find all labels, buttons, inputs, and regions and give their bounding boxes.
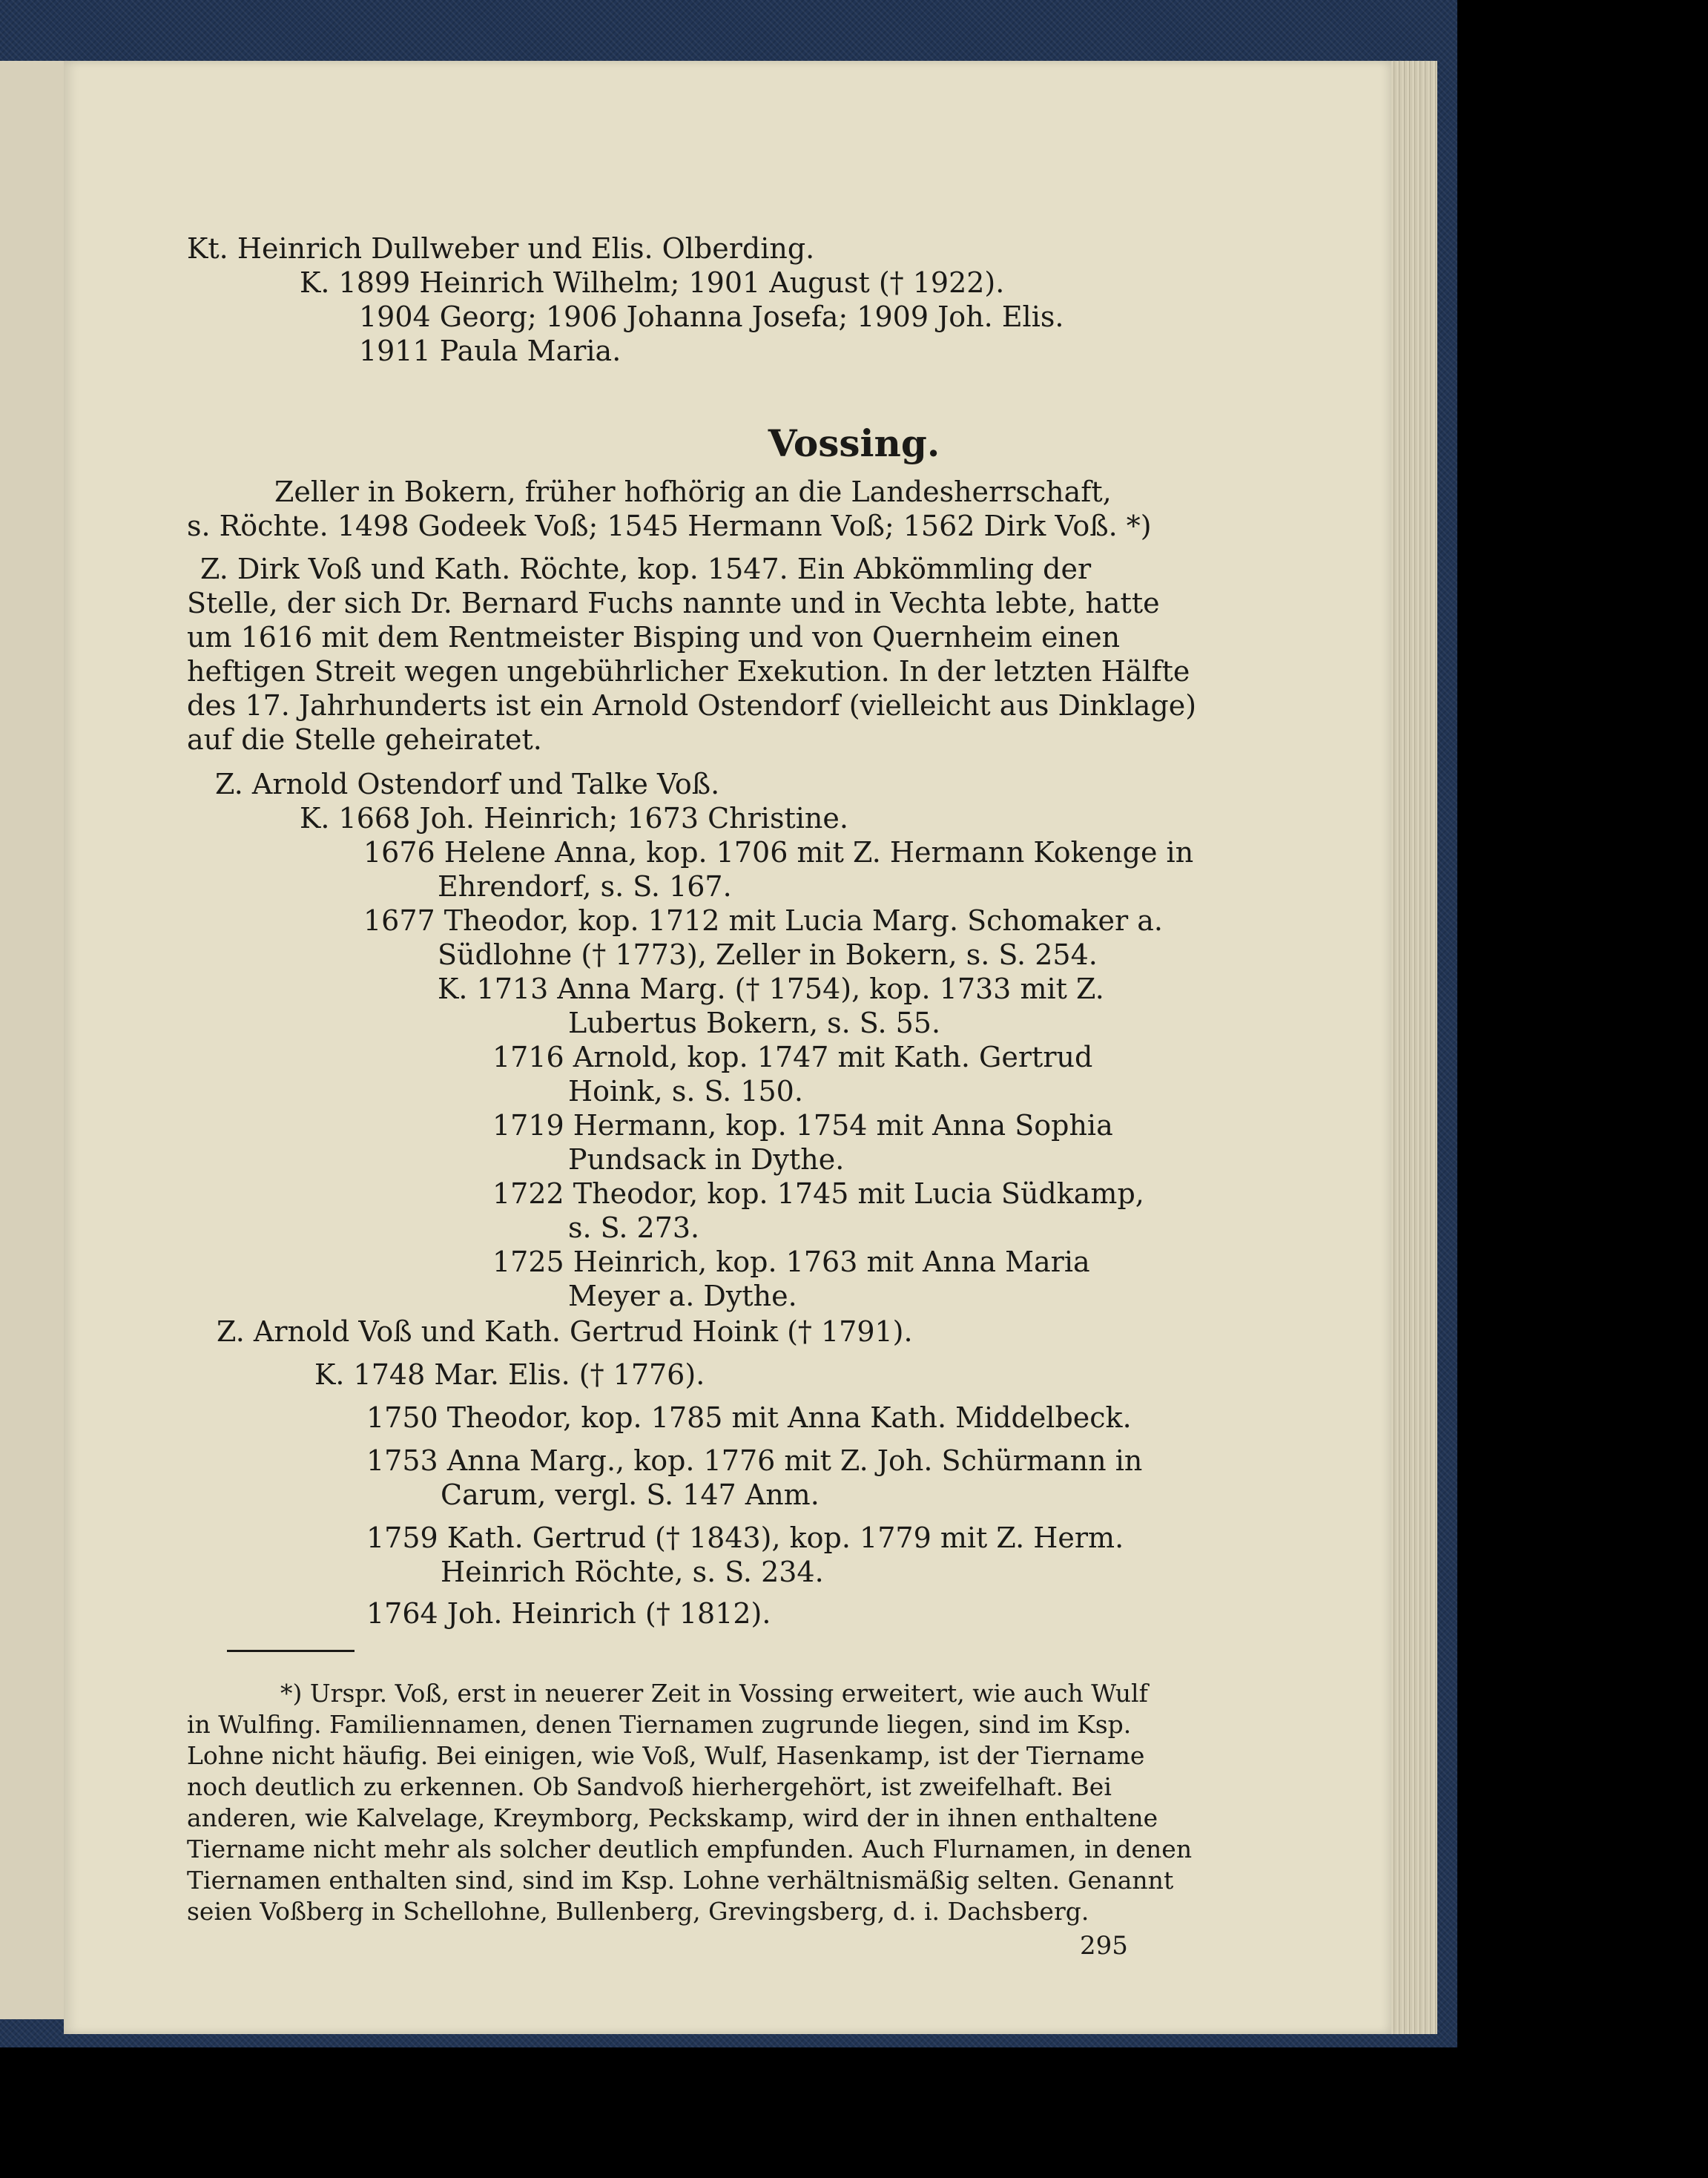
- gen1-line-9: 1716 Arnold, kop. 1747 mit Kath. Gertrud: [492, 1041, 1093, 1073]
- history-line-4: heftigen Streit wegen ungebührlicher Exekution. In der letzten Hälfte: [187, 655, 1190, 688]
- gen1-line-10: Hoink, s. S. 150.: [568, 1075, 803, 1108]
- gen2-line-1: Z. Arnold Voß und Kath. Gertrud Hoink († 1791).: [217, 1315, 913, 1348]
- previous-page-edge: [0, 61, 65, 2019]
- gen2-line-6: 1759 Kath. Gertrud († 1843), kop. 1779 mit Z. Herm.: [366, 1521, 1124, 1554]
- gen2-line-2: K. 1748 Mar. Elis. († 1776).: [314, 1358, 705, 1391]
- footnote-line-8: seien Voßberg in Schellohne, Bullenberg, Grevingsberg, d. i. Dachsberg.: [187, 1897, 1089, 1926]
- line-heading-kt: Kt. Heinrich Dullweber und Elis. Olberding.: [187, 232, 815, 265]
- gen1-line-12: Pundsack in Dythe.: [568, 1143, 845, 1176]
- gen2-line-3: 1750 Theodor, kop. 1785 mit Anna Kath. Middelbeck.: [366, 1401, 1132, 1434]
- gen1-line-2: K. 1668 Joh. Heinrich; 1673 Christine.: [300, 802, 848, 835]
- footnote-separator: [227, 1650, 355, 1652]
- gen2-line-5: Carum, vergl. S. 147 Anm.: [441, 1478, 820, 1511]
- gen2-line-4: 1753 Anna Marg., kop. 1776 mit Z. Joh. Schürmann in: [366, 1444, 1143, 1477]
- line-children-3: 1911 Paula Maria.: [359, 335, 621, 367]
- history-line-6: auf die Stelle geheiratet.: [187, 723, 542, 756]
- gen1-line-4: Ehrendorf, s. S. 167.: [438, 870, 732, 903]
- gen1-line-16: Meyer a. Dythe.: [568, 1280, 797, 1312]
- footnote-line-7: Tiernamen enthalten sind, sind im Ksp. Lohne verhältnismäßig selten. Genannt: [187, 1866, 1174, 1895]
- gen2-line-7: Heinrich Röchte, s. S. 234.: [441, 1556, 824, 1588]
- footnote-line-6: Tiername nicht mehr als solcher deutlich empfunden. Auch Flurnamen, in denen: [187, 1835, 1193, 1863]
- history-line-3: um 1616 mit dem Rentmeister Bisping und von Quernheim einen: [187, 621, 1121, 654]
- line-children-1: K. 1899 Heinrich Wilhelm; 1901 August († 1922).: [300, 266, 1005, 299]
- footnote-line-2: in Wulfing. Familiennamen, denen Tiernamen zugrunde liegen, sind im Ksp.: [187, 1710, 1132, 1739]
- footnote-line-3: Lohne nicht häufig. Bei einigen, wie Voß, Wulf, Hasenkamp, ist der Tiername: [187, 1741, 1145, 1770]
- line-children-2: 1904 Georg; 1906 Johanna Josefa; 1909 Joh. Elis.: [359, 300, 1064, 333]
- gen1-line-14: s. S. 273.: [568, 1211, 700, 1244]
- gen1-line-1: Z. Arnold Ostendorf und Talke Voß.: [215, 768, 720, 800]
- section-title: Vossing.: [768, 421, 940, 465]
- intro-line-2: s. Röchte. 1498 Godeek Voß; 1545 Hermann Voß; 1562 Dirk Voß. *): [187, 510, 1152, 542]
- gen1-line-7: K. 1713 Anna Marg. († 1754), kop. 1733 mit Z.: [438, 973, 1104, 1005]
- history-line-1: Z. Dirk Voß und Kath. Röchte, kop. 1547. Ein Abkömmling der: [200, 553, 1092, 585]
- page-stack-edges: [1391, 61, 1437, 2034]
- page-number: 295: [1080, 1931, 1128, 1961]
- footnote-line-4: noch deutlich zu erkennen. Ob Sandvoß hierhergehört, ist zweifelhaft. Bei: [187, 1772, 1112, 1801]
- gen1-line-3: 1676 Helene Anna, kop. 1706 mit Z. Hermann Kokenge in: [363, 836, 1194, 869]
- footnote-line-5: anderen, wie Kalvelage, Kreymborg, Peckskamp, wird der in ihnen enthaltene: [187, 1803, 1158, 1832]
- footnote-line-1: *) Urspr. Voß, erst in neuerer Zeit in Vossing erweitert, wie auch Wulf: [280, 1679, 1148, 1708]
- intro-line-1: Zeller in Bokern, früher hofhörig an die Landesherrschaft,: [274, 476, 1112, 508]
- history-line-2: Stelle, der sich Dr. Bernard Fuchs nannte und in Vechta lebte, hatte: [187, 587, 1160, 619]
- gen1-line-11: 1719 Hermann, kop. 1754 mit Anna Sophia: [492, 1109, 1113, 1142]
- gen1-line-8: Lubertus Bokern, s. S. 55.: [568, 1007, 941, 1039]
- gen1-line-15: 1725 Heinrich, kop. 1763 mit Anna Maria: [492, 1246, 1090, 1278]
- gen1-line-6: Südlohne († 1773), Zeller in Bokern, s. S. 254.: [438, 938, 1098, 971]
- gen1-line-13: 1722 Theodor, kop. 1745 mit Lucia Südkamp,: [492, 1177, 1144, 1210]
- gen2-line-8: 1764 Joh. Heinrich († 1812).: [366, 1597, 771, 1630]
- gen1-line-5: 1677 Theodor, kop. 1712 mit Lucia Marg. Schomaker a.: [363, 904, 1163, 937]
- history-line-5: des 17. Jahrhunderts ist ein Arnold Ostendorf (vielleicht aus Dinklage): [187, 689, 1197, 722]
